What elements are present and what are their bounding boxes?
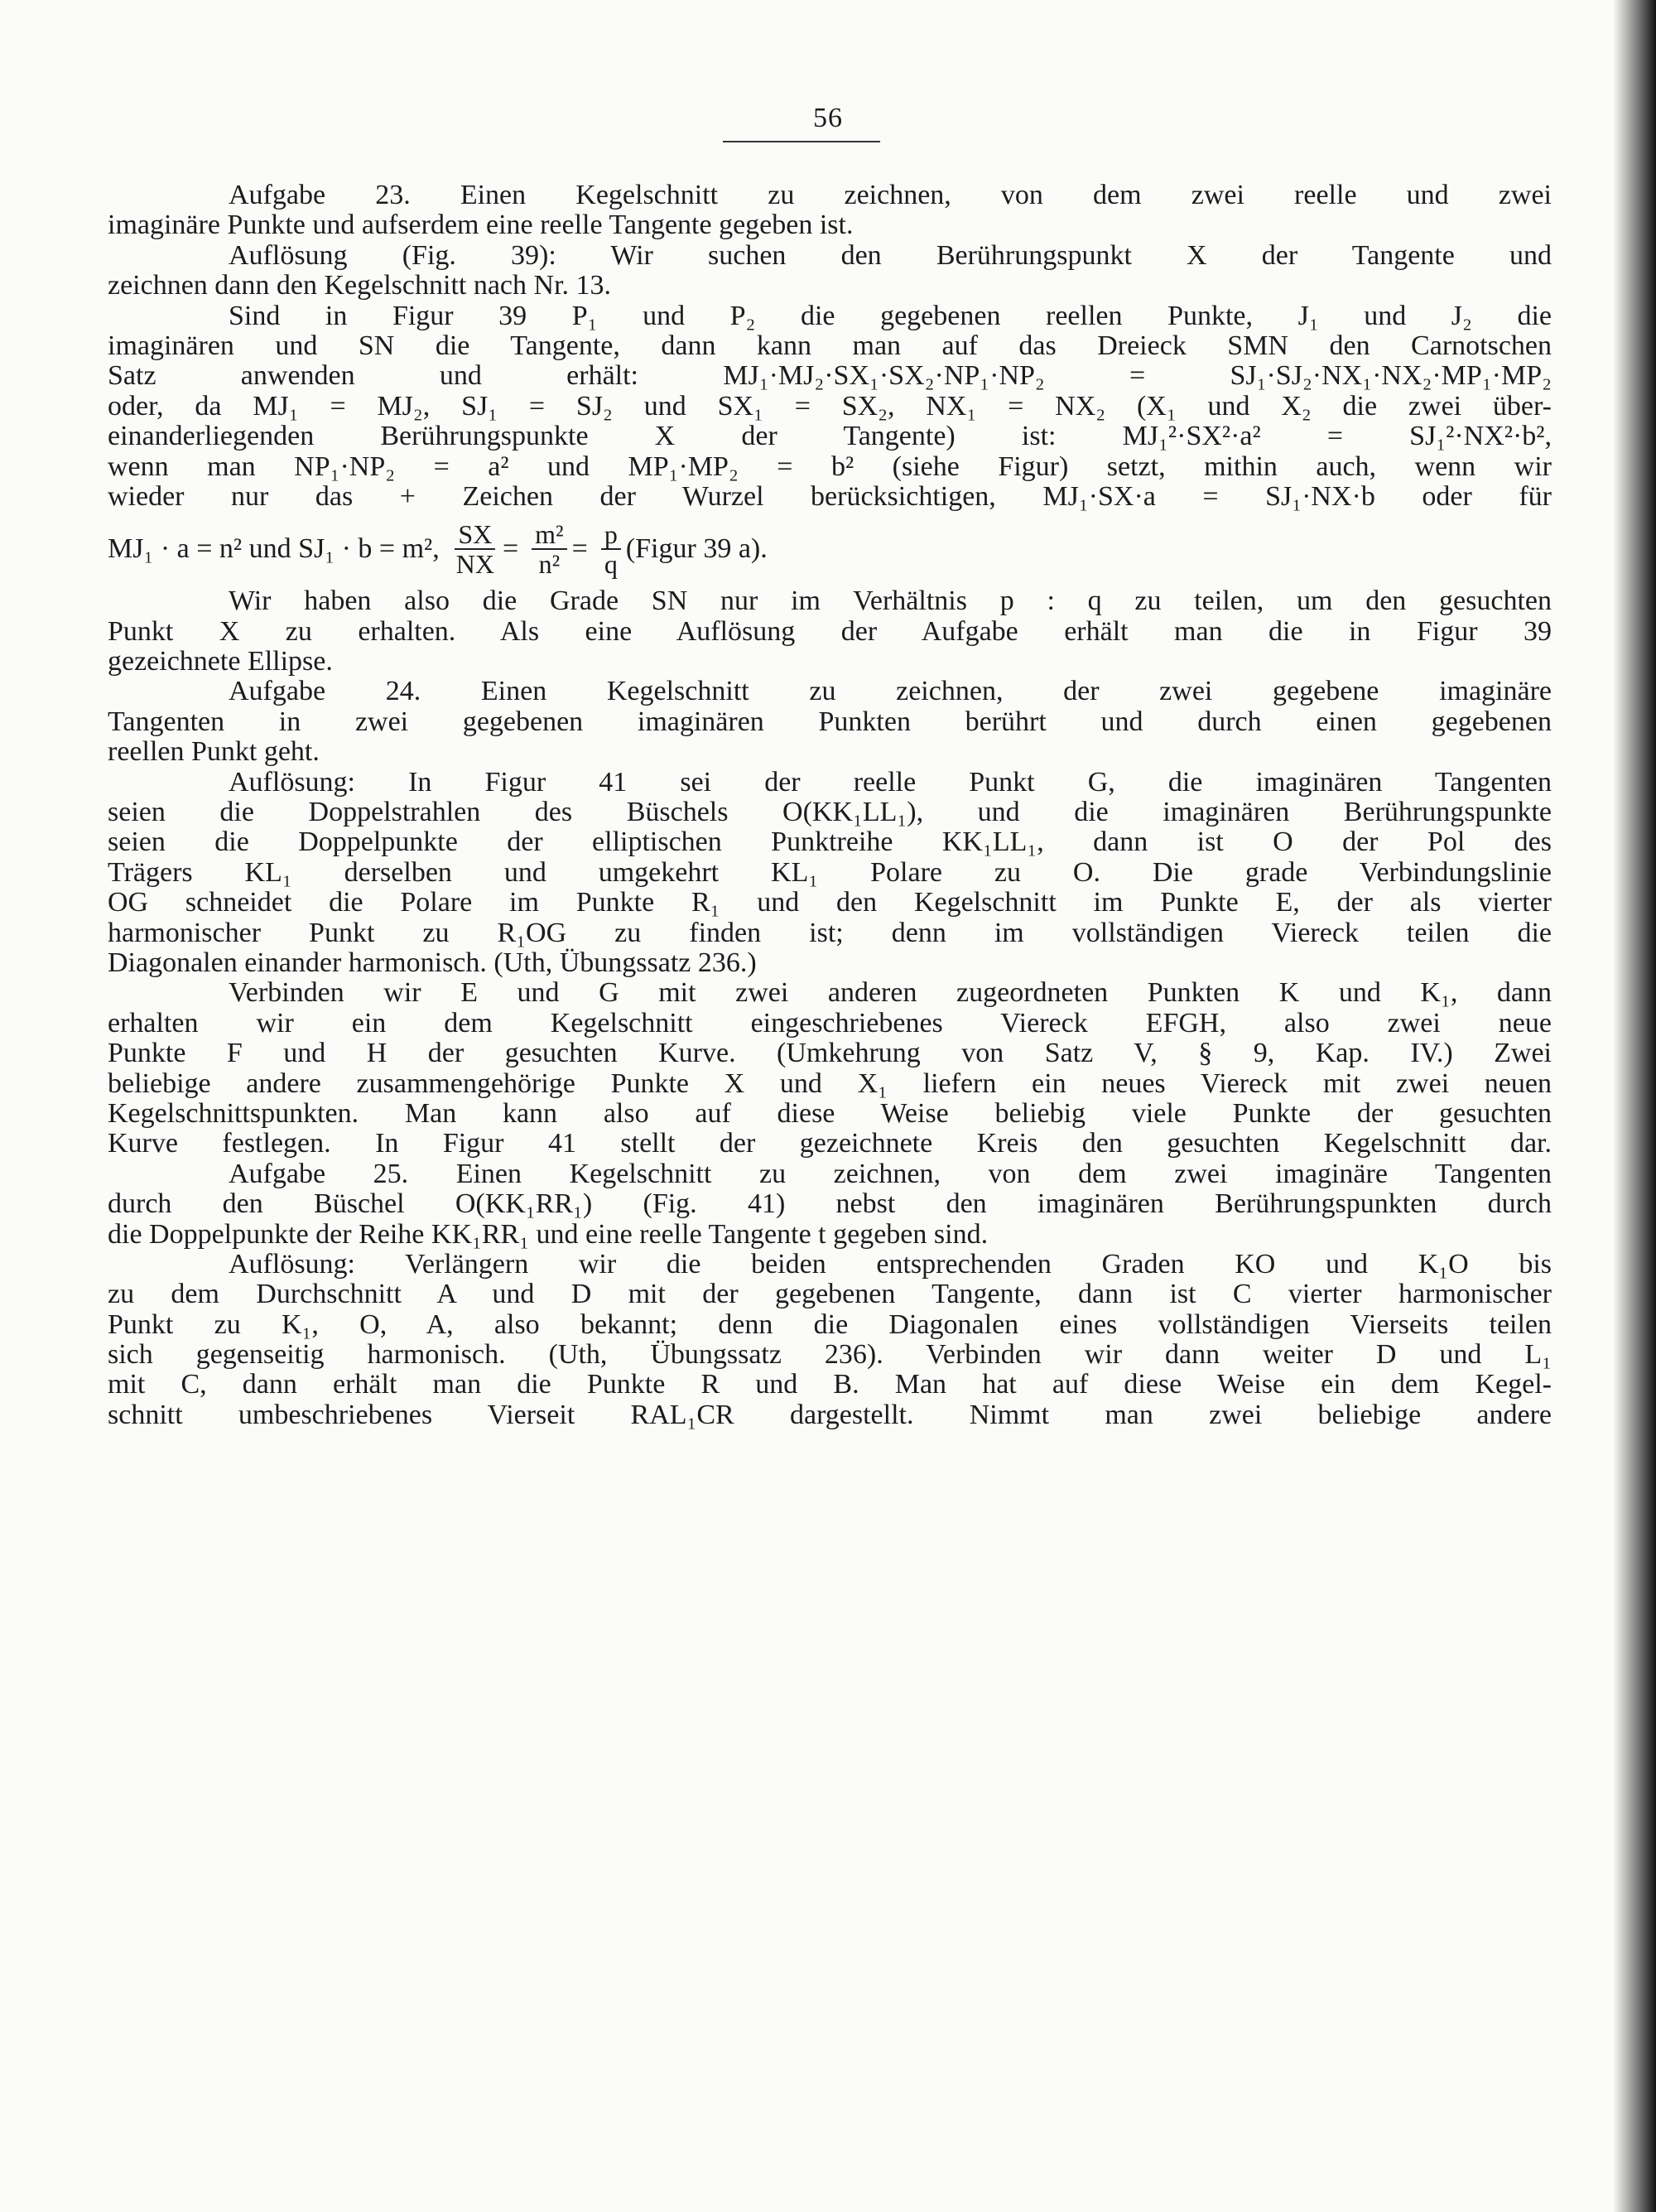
fraction-denominator: q xyxy=(604,549,618,580)
text-line: OG schneidet die Polare im Punkte R₁ und den Kegelschnitt im Punkte E, der als vierter xyxy=(108,888,1552,918)
text-line: durch den Büschel O(KK₁RR₁) (Fig. 41) nebst den imaginären Berührungspunkten durch xyxy=(108,1189,1552,1220)
fraction-numerator: SX xyxy=(455,520,495,550)
text-line: reellen Punkt geht. xyxy=(108,737,320,768)
fraction-sx-nx xyxy=(453,520,498,578)
text-line: Punkt zu K₁, O, A, also bekannt; denn die Diagonalen eines vollständigen Vierseits teilen xyxy=(108,1309,1552,1340)
text-line: zu dem Durchschnitt A und D mit der gegebenen Tangente, dann ist C vierter harmonischer xyxy=(108,1279,1552,1310)
text-line: seien die Doppelstrahlen des Büschels O(KK₁LL₁), und die imaginären Berührungspunkte xyxy=(108,798,1552,828)
text-line: Auflösung: In Figur 41 sei der reelle Punkt G, die imaginären Tangenten xyxy=(229,767,1552,798)
text-line: Diagonalen einander harmonisch. (Uth, Übungssatz 236.) xyxy=(108,947,757,978)
text-line: Aufgabe 23. Einen Kegelschnitt zu zeichnen, von dem zwei reelle und zwei xyxy=(229,181,1552,210)
fraction-p-q xyxy=(601,520,621,578)
text-line: Tangenten in zwei gegebenen imaginären Punkten berührt und durch einen gegebenen xyxy=(108,706,1552,737)
fraction-denominator: NX xyxy=(455,549,494,580)
text-line: seien die Doppelpunkte der elliptischen Punktreihe KK₁LL₁, dann ist O der Pol des xyxy=(108,827,1552,858)
text-line: Aufgabe 25. Einen Kegelschnitt zu zeichnen, von dem zwei imaginäre Tangenten xyxy=(229,1159,1552,1189)
text-line: schnitt umbeschriebenes Vierseit RAL₁CR dargestellt. Nimmt man zwei beliebige andere xyxy=(108,1400,1552,1430)
text-line: erhalten wir ein dem Kegelschnitt eingeschriebenes Viereck EFGH, also zwei neue xyxy=(108,1008,1552,1039)
text-line: Kurve festlegen. In Figur 41 stellt der gezeichnete Kreis den gesuchten Kegelschnitt dar. xyxy=(108,1129,1552,1159)
text-line: einanderliegenden Berührungspunkte X der Tangente) ist: MJ₁²·SX²·a² = SJ₁²·NX²·b², xyxy=(108,422,1552,452)
text-line: Auflösung (Fig. 39): Wir suchen den Berührungspunkt X der Tangente und xyxy=(229,240,1552,271)
formula-tail: (Figur 39 a). xyxy=(625,533,768,565)
text-line: imaginäre Punkte und aufserdem eine reelle Tangente gegeben ist. xyxy=(108,210,854,241)
text-line: Satz anwenden und erhält: MJ₁·MJ₂·SX₁·SX₂·NP₁·NP₂ = SJ₁·SJ₂·NX₁·NX₂·MP₁·MP₂ xyxy=(108,361,1552,392)
text-line: zeichnen dann den Kegelschnitt nach Nr. 13. xyxy=(108,271,612,301)
page-number: 56 xyxy=(813,103,843,133)
body-text xyxy=(108,181,1552,1430)
text-line: die Doppelpunkte der Reihe KK₁RR₁ und eine reelle Tangente t gegeben sind. xyxy=(108,1219,989,1250)
text-section-before-formula xyxy=(108,181,1552,512)
text-line: oder, da MJ₁ = MJ₂, SJ₁ = SJ₂ und SX₁ = SX₂, NX₁ = NX₂ (X₁ und X₂ die zwei über- xyxy=(108,391,1552,422)
text-line: Verbinden wir E und G mit zwei anderen zugeordneten Punkten K und K₁, dann xyxy=(229,978,1552,1009)
text-line: Wir haben also die Grade SN nur im Verhältnis p : q zu teilen, um den gesuchten xyxy=(229,586,1552,617)
equals-sign: = xyxy=(502,533,519,565)
scan-edge-shadow xyxy=(1613,0,1656,2212)
text-line: Kegelschnittspunkten. Man kann also auf diese Weise beliebig viele Punkte der gesuchten xyxy=(108,1098,1552,1129)
text-line: beliebige andere zusammengehörige Punkte X und X₁ liefern ein neues Viereck mit zwei neuen xyxy=(108,1068,1552,1099)
text-line: Aufgabe 24. Einen Kegelschnitt zu zeichnen, der zwei gegebene imaginäre xyxy=(229,677,1552,707)
equals-sign: = xyxy=(571,533,588,565)
text-line: imaginären und SN die Tangente, dann kann man auf das Dreieck SMN den Carnotschen xyxy=(108,330,1552,361)
text-line: wieder nur das + Zeichen der Wurzel berücksichtigen, MJ₁·SX·a = SJ₁·NX·b oder für xyxy=(108,481,1552,512)
fraction-m2-n2 xyxy=(532,520,566,578)
header-rule xyxy=(723,141,880,142)
text-line: Sind in Figur 39 P₁ und P₂ die gegebenen reellen Punkte, J₁ und J₂ die xyxy=(229,301,1552,331)
text-line: wenn man NP₁·NP₂ = a² und MP₁·MP₂ = b² (siehe Figur) setzt, mithin auch, wenn wir xyxy=(108,451,1552,482)
text-line: harmonischer Punkt zu R₁OG zu finden ist; denn im vollständigen Viereck teilen die xyxy=(108,918,1552,948)
text-line: mit C, dann erhält man die Punkte R und B. Man hat auf diese Weise ein dem Kegel- xyxy=(108,1370,1552,1400)
fraction-denominator: n² xyxy=(538,549,561,580)
formula-line xyxy=(108,512,1552,586)
text-line: sich gegenseitig harmonisch. (Uth, Übungssatz 236). Verbinden wir dann weiter D und L₁ xyxy=(108,1340,1552,1371)
formula-lead: MJ₁ · a = n² und SJ₁ · b = m², xyxy=(108,533,440,565)
text-line: Punkt X zu erhalten. Als eine Auflösung der Aufgabe erhält man die in Figur 39 xyxy=(108,616,1552,647)
text-line: Auflösung: Verlängern wir die beiden entsprechenden Graden KO und K₁O bis xyxy=(229,1249,1552,1279)
text-line: gezeichnete Ellipse. xyxy=(108,647,333,677)
text-section-after-formula xyxy=(108,586,1552,1430)
text-line: Punkte F und H der gesuchten Kurve. (Umkehrung von Satz V, § 9, Kap. IV.) Zwei xyxy=(108,1039,1552,1069)
fraction-numerator: p xyxy=(601,520,621,550)
fraction-numerator: m² xyxy=(532,520,566,550)
text-line: Trägers KL₁ derselben und umgekehrt KL₁ Polare zu O. Die grade Verbindungslinie xyxy=(108,857,1552,888)
